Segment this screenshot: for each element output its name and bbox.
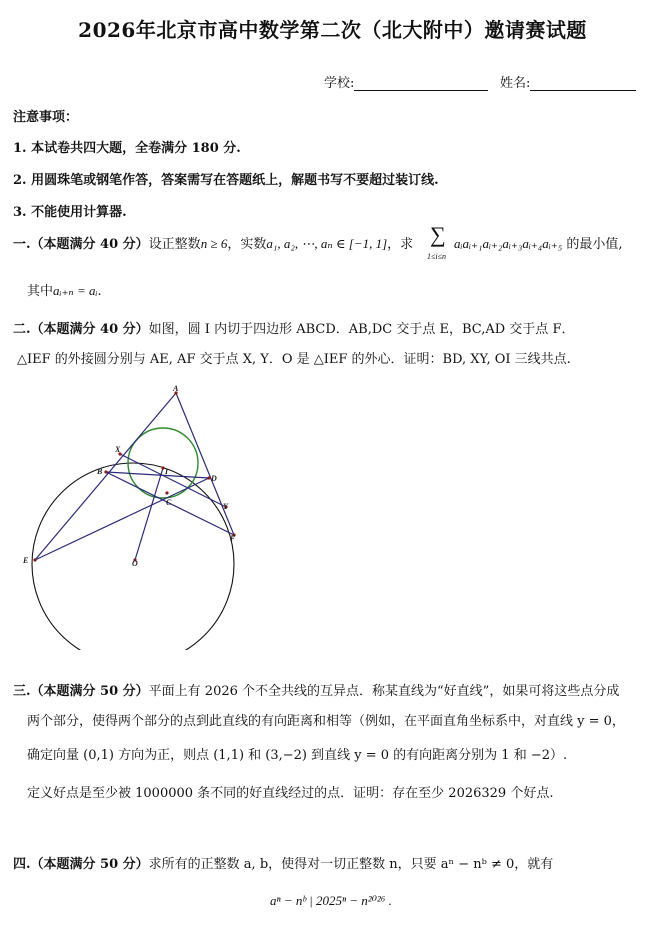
points	[33, 391, 235, 561]
label-A: A	[173, 384, 179, 393]
q3-line2: 两个部分，使得两个部分的点到此直线的有向距离和相等（例如，在平面直角坐标系中，对直线 y = 0，	[27, 714, 625, 729]
q4-label: 四.（本题满分 50 分）	[13, 857, 149, 872]
q4-formula: aⁿ − nᵇ | 2025ⁿ − n²⁰²⁶ .	[270, 893, 392, 908]
q1-vars: a₁, a₂, ⋯, aₙ ∈ [−1, 1]	[266, 236, 388, 251]
q3-line4: 定义好点是至少被 1000000 条不同的好直线经过的点．证明：存在至少 2026329 个好点.	[27, 786, 554, 801]
name-label: 姓名:	[500, 76, 531, 91]
q3-label: 三.（本题满分 50 分）	[13, 684, 149, 699]
label-O: O	[132, 559, 138, 568]
school-field	[324, 72, 488, 91]
circumcircle	[32, 463, 234, 650]
notes-heading: 注意事项：	[13, 110, 79, 125]
q2-line2: △IEF 的外接圆分别与 AE, AF 交于点 X, Y．O 是 △IEF 的外心．证明：BD, XY, OI 三线共点.	[17, 352, 571, 367]
label-I: I	[165, 467, 169, 476]
q1-n-cond: n ≥ 6	[200, 236, 228, 251]
q1-text-e: 其中	[27, 284, 54, 299]
label-D: D	[211, 474, 217, 483]
q1-text-c: ，求	[387, 237, 414, 252]
sum-symbol: ∑	[430, 222, 446, 247]
label-C: C	[166, 498, 172, 507]
geometry-figure	[15, 380, 295, 650]
label-E: E	[23, 556, 29, 565]
line-AF	[176, 393, 234, 535]
q1-sum-body: aᵢaᵢ₊₁aᵢ₊₂aᵢ₊₃aᵢ₊₄aᵢ₊₅	[454, 236, 563, 251]
note-1: 1. 本试卷共四大题，全卷满分 180 分.	[13, 141, 241, 156]
point-C	[165, 491, 168, 494]
q1-line1	[13, 233, 413, 252]
q2-line1	[13, 318, 574, 337]
construction-lines	[35, 393, 234, 560]
point-B	[104, 470, 107, 473]
q1-line2	[27, 280, 102, 299]
q1-text-b: ，实数	[227, 237, 267, 252]
q1-text-f: .	[97, 284, 102, 299]
q4-text-1: 求所有的正整数 a, b，使得对一切正整数 n，只要 aⁿ − nᵇ ≠ 0，就有	[148, 857, 554, 872]
line-OI	[135, 468, 163, 560]
q3-text-1: 平面上有 2026 个不全共线的互异点．称某直线为“好直线”，如果可将这些点分成	[148, 684, 620, 699]
q3-line3: 确定向量 (0,1) 方向为正，则点 (1,1) 和 (3,−2) 到直线 y = 0 的有向距离分别为 1 和 −2）.	[27, 748, 568, 763]
q1-text-a: 设正整数	[148, 237, 201, 252]
line-EC-D	[35, 478, 209, 560]
page-title: 2026年北京市高中数学第二次（北大附中）邀请赛试题	[78, 18, 587, 42]
q1-periodic: aᵢ₊ₙ = aᵢ	[53, 283, 98, 298]
point-E	[33, 558, 36, 561]
sum-index: 1≤i≤n	[427, 252, 447, 261]
note-3: 3. 不能使用计算器.	[13, 205, 127, 220]
label-Y: Y	[223, 502, 228, 511]
q1-label: 一.（本题满分 40 分）	[13, 237, 149, 252]
label-F: F	[230, 534, 236, 543]
note-2: 2. 用圆珠笔或钢笔作答，答案需写在答题纸上，解题书写不要超过装订线.	[13, 173, 439, 188]
q4-line1	[13, 853, 553, 872]
label-B: B	[97, 467, 103, 476]
name-blank	[530, 76, 636, 91]
q1-sum-tail	[454, 233, 623, 252]
school-blank	[354, 76, 488, 91]
q2-text-1: 如图，圆 I 内切于四边形 ABCD．AB,DC 交于点 E，BC,AD 交于点 F．	[148, 322, 575, 337]
label-X: X	[115, 445, 121, 454]
q1-text-d: 的最小值,	[566, 237, 623, 252]
q2-label: 二.（本题满分 40 分）	[13, 322, 149, 337]
school-label: 学校:	[324, 76, 355, 91]
q3-line1	[13, 680, 619, 699]
line-AE	[35, 393, 176, 560]
name-field	[500, 72, 636, 91]
